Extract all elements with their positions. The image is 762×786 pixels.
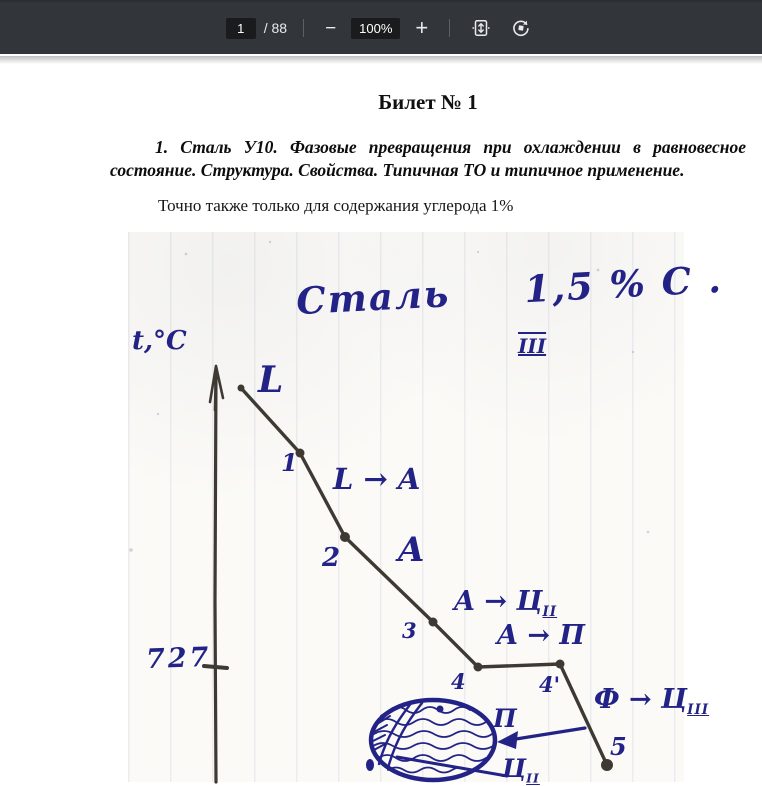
page-count-label: / 88	[263, 20, 288, 36]
pdf-toolbar	[0, 0, 762, 54]
page-title: Билет № 1	[378, 90, 478, 114]
zoom-level-display: 100%	[351, 18, 400, 39]
toolbar-divider	[449, 19, 450, 37]
label-a-to-cementite: $A \to Ц_{II}$	[454, 586, 558, 621]
label-a-to-pearlite: A → П	[497, 620, 585, 651]
page-number-input[interactable]	[226, 18, 256, 39]
note-text: Точно также только для содержания углерода 1%	[158, 196, 514, 215]
curve-dots	[238, 385, 614, 772]
label-point-4-prime: 4'	[539, 672, 561, 697]
rotate-counterclockwise-icon	[511, 18, 531, 38]
figure-title: Сталь 1,5 % С .	[295, 256, 724, 324]
subscript-ii: II	[542, 604, 558, 621]
label-point-1: 1	[281, 448, 298, 477]
subscript-iii: III	[687, 702, 710, 719]
label-727: 727	[145, 641, 212, 676]
subscript-ii: II	[526, 770, 540, 786]
exam-question-text: 1. Сталь У10. Фазовые превращения при охлаждении в равновесное состояние. Структура. Свойства. Типичная ТО и типичное применение.	[110, 137, 746, 180]
label-point-4: 4	[451, 669, 466, 694]
toolbar-divider	[303, 19, 304, 37]
plus-icon: +	[415, 15, 429, 40]
microstructure-circle	[366, 700, 495, 780]
fit-page-icon	[471, 18, 491, 38]
label-ferrite-to-cementite: $Ф \to Ц_{III}$	[594, 684, 710, 719]
label-point-3: 3	[402, 618, 417, 643]
label-liquid-phase: L	[258, 359, 284, 401]
rotate-button[interactable]	[506, 16, 536, 40]
zoom-in-button[interactable]	[410, 15, 433, 41]
fit-page-button[interactable]	[466, 16, 496, 40]
temperature-axis	[204, 366, 227, 782]
pdf-page	[0, 54, 762, 786]
label-point-2: 2	[322, 543, 341, 573]
minus-icon: −	[325, 17, 337, 39]
label-austenite: A	[398, 530, 425, 570]
label-cementite: $Ц_{II}$	[502, 754, 540, 786]
figure-scan	[128, 232, 724, 786]
label-l-to-a: L → A	[333, 462, 421, 496]
label-point-5: 5	[610, 732, 627, 761]
zoom-out-button[interactable]	[320, 17, 341, 40]
label-pearlite: П	[493, 704, 517, 733]
axis-label-temperature: t,°C	[132, 326, 187, 356]
figure-roman-numeral: III	[518, 334, 547, 358]
